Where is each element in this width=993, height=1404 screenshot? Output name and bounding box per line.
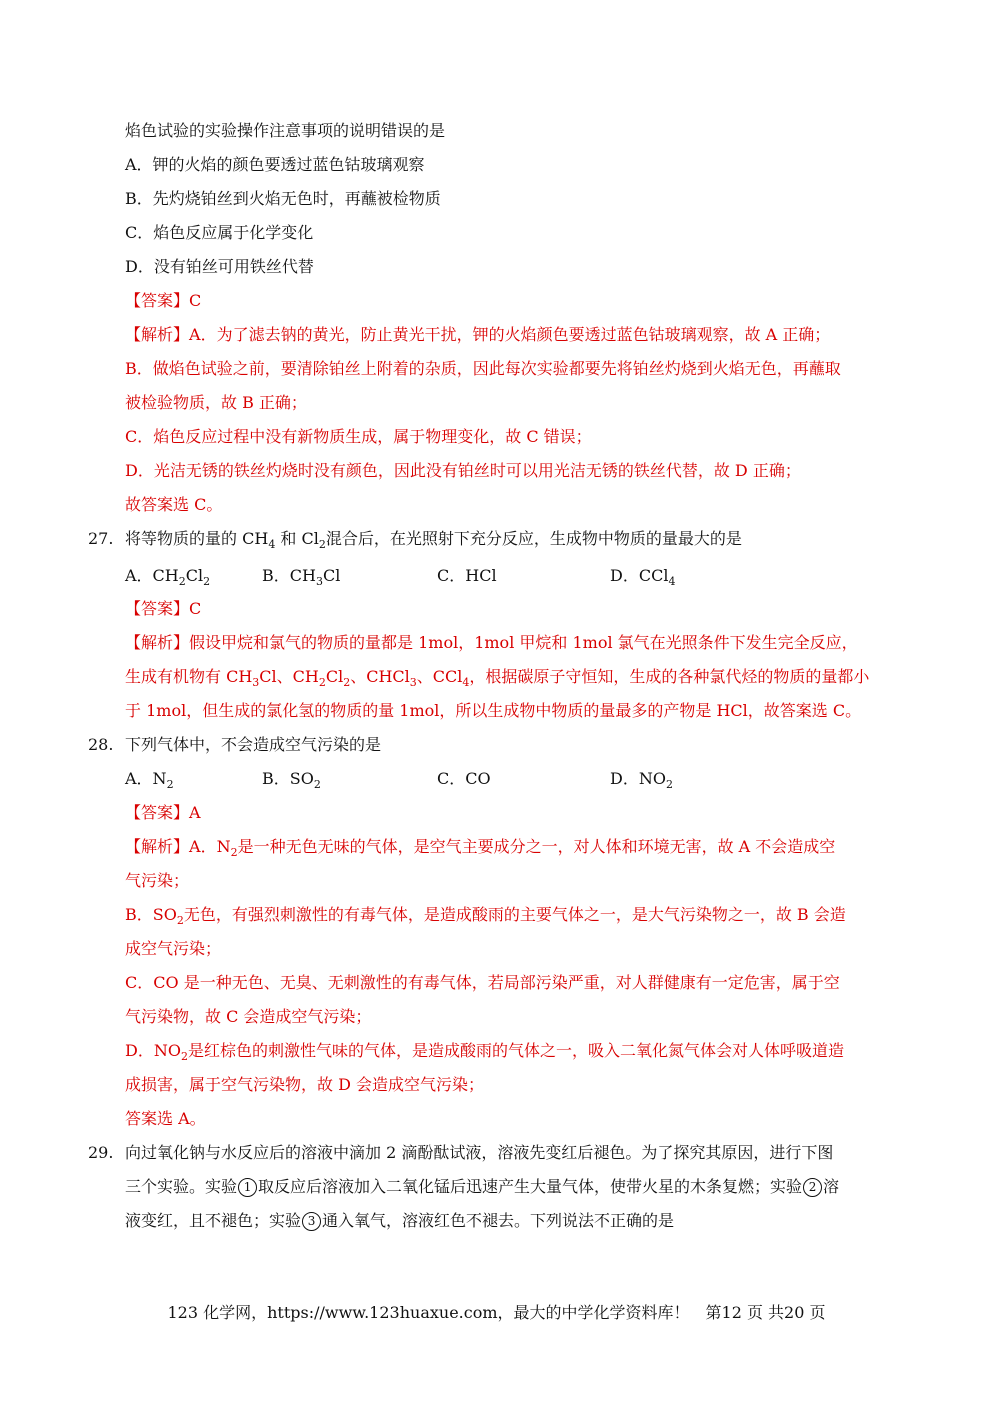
q28-analysis-line-3 (125, 904, 846, 926)
formula-cl2 (301, 529, 326, 551)
q27-stem (125, 528, 742, 550)
analysis-text: 是红棕色的刺激性气味的气体，是造成酸雨的气体之一，吸入二氧化氮气体会对人体呼吸道造 (187, 1041, 844, 1060)
q27-analysis-line-3: 于 1mol，但生成的氯化氢的物质的量 1mol，所以生成物中物质的量最多的产物是 HCl，故答案选 C。 (125, 701, 862, 720)
option-text: A．CH (125, 566, 179, 585)
analysis-label: 【解析】 (125, 325, 190, 344)
q27-number: 27. (88, 529, 114, 548)
q27-option-b (262, 565, 340, 587)
stem-text: 通入氧气，溶液红色不褪去。下列说法不正确的是 (322, 1211, 675, 1230)
subscript: 3 (315, 575, 323, 588)
option-text: A．N (125, 769, 167, 788)
q28-analysis-line-9: 答案选 A。 (125, 1109, 206, 1128)
stem-text: 液变红，且不褪色；实验 (125, 1211, 302, 1230)
subscript: 2 (665, 778, 673, 791)
q26-analysis-line-6: 故答案选 C。 (125, 495, 223, 514)
analysis-text: A．N (189, 837, 231, 856)
formula-ch4 (242, 529, 276, 551)
subscript: 4 (668, 575, 676, 588)
answer-value: C (189, 291, 202, 310)
subscript: 2 (318, 676, 326, 689)
q28-option-c: C．CO (437, 769, 491, 788)
q28-analysis-line-1 (125, 836, 835, 858)
analysis-label: 【解析】 (125, 633, 190, 652)
q26-analysis-line-5: D．光洁无锈的铁丝灼烧时没有颜色，因此没有铂丝时可以用光洁无锈的铁丝代替，故 D 正确； (125, 461, 801, 480)
analysis-label: 【解析】 (125, 837, 190, 856)
option-text: Cl (185, 566, 204, 585)
q26-option-d: D．没有铂丝可用铁丝代替 (125, 257, 314, 276)
analysis-text: ，根据碳原子守恒知，生成的各种氯代烃的物质的量都小 (469, 667, 870, 686)
q28-analysis-line-6: 气污染物，故 C 会造成空气污染； (125, 1007, 372, 1026)
q28-analysis-line-2: 气污染； (125, 871, 190, 890)
q26-option-c: C．焰色反应属于化学变化 (125, 223, 314, 242)
analysis-text: D．NO (125, 1041, 181, 1060)
subscript: 2 (318, 538, 326, 551)
analysis-text: 假设甲烷和氯气的物质的量都是 1mol，1mol 甲烷和 1mol 氯气在光照条件下发生完全反应， (189, 633, 858, 652)
analysis-text: 、CHCl (350, 667, 410, 686)
q26-analysis-line-4: C．焰色反应过程中没有新物质生成，属于物理变化，故 C 错误； (125, 427, 592, 446)
answer-label: 【答案】 (125, 803, 190, 822)
page-footer: 123 化学网，https://www.123huaxue.com，最大的中学化学资料库！ 第12 页 共20 页 (167, 1303, 826, 1322)
q26-answer (125, 290, 201, 312)
subscript: 2 (230, 846, 238, 859)
q28-stem: 下列气体中，不会造成空气污染的是 (125, 735, 382, 754)
stem-text: 和 (280, 529, 297, 548)
subscript: 3 (252, 676, 260, 689)
q26-analysis-line-3: 被检验物质，故 B 正确； (125, 393, 307, 412)
option-text: B．SO (262, 769, 314, 788)
q27-analysis-line-2 (125, 666, 869, 688)
analysis-text: 是一种无色无味的气体，是空气主要成分之一，对人体和环境无害，故 A 不会造成空 (237, 837, 836, 856)
subscript: 2 (166, 778, 174, 791)
q28-analysis-line-4: 成空气污染； (125, 939, 222, 958)
subscript: 3 (409, 676, 417, 689)
stem-text: 三个实验。实验 (125, 1177, 238, 1196)
q29-stem-line-2 (125, 1176, 839, 1198)
option-text: D．CCl (610, 566, 669, 585)
subscript: 2 (313, 778, 321, 791)
subscript: 2 (343, 676, 351, 689)
option-text: D．NO (610, 769, 666, 788)
stem-text: 混合后，在光照射下充分反应，生成物中物质的量最大的是 (325, 529, 742, 548)
q26-option-b: B．先灼烧铂丝到火焰无色时，再蘸被检物质 (125, 189, 441, 208)
analysis-text: Cl (325, 667, 344, 686)
formula-text: CH (242, 529, 269, 548)
stem-text: 取反应后溶液加入二氧化锰后迅速产生大量气体，使带火星的木条复燃；实验 (258, 1177, 803, 1196)
q29-stem-line-3 (125, 1210, 674, 1232)
q29-stem-line-1: 向过氧化钠与水反应后的溶液中滴加 2 滴酚酞试液，溶液先变红后褪色。为了探究其原因，进行下图 (125, 1143, 834, 1162)
q28-number: 28. (88, 735, 114, 754)
subscript: 2 (180, 1050, 188, 1063)
q27-option-d (610, 565, 675, 587)
analysis-text: 、CCl (416, 667, 463, 686)
q27-option-a (125, 565, 210, 587)
answer-label: 【答案】 (125, 291, 190, 310)
q27-answer (125, 598, 201, 620)
circled-number-3: 3 (302, 1212, 321, 1231)
q26-analysis-line-2: B．做焰色试验之前，要清除铂丝上附着的杂质，因此每次实验都要先将铂丝灼烧到火焰无色，再蘸取 (125, 359, 841, 378)
q28-option-b (262, 768, 321, 790)
q27-options (0, 565, 993, 587)
q28-answer (125, 802, 201, 824)
stem-text: 溶 (823, 1177, 840, 1196)
analysis-text: A．为了滤去钠的黄光，防止黄光干扰，钾的火焰颜色要透过蓝色钴玻璃观察，故 A 正确； (189, 325, 831, 344)
option-text: Cl (322, 566, 341, 585)
circled-number-2: 2 (803, 1178, 822, 1197)
stem-text: 将等物质的量的 (125, 529, 238, 548)
analysis-text: 无色，有强烈刺激性的有毒气体，是造成酸雨的主要气体之一，是大气污染物之一，故 B 会造 (183, 905, 846, 924)
q27-option-c: C．HCl (437, 566, 497, 585)
q28-analysis-line-5: C．CO 是一种无色、无臭、无刺激性的有毒气体，若局部污染严重，对人群健康有一定危害，属于空 (125, 973, 840, 992)
answer-label: 【答案】 (125, 599, 190, 618)
q28-options (0, 768, 993, 790)
q28-option-a (125, 768, 174, 790)
analysis-text: Cl、CH (259, 667, 319, 686)
circled-number-1: 1 (238, 1178, 257, 1197)
formula-text: Cl (301, 529, 319, 548)
option-text: B．CH (262, 566, 316, 585)
analysis-text: B．SO (125, 905, 177, 924)
q26-analysis-line-1 (125, 324, 830, 346)
q26-option-a: A．钾的火焰的颜色要透过蓝色钴玻璃观察 (125, 155, 425, 174)
q28-analysis-line-8: 成损害，属于空气污染物，故 D 会造成空气污染； (125, 1075, 485, 1094)
subscript: 4 (268, 538, 276, 551)
q28-option-d (610, 768, 673, 790)
analysis-text: 生成有机物有 CH (125, 667, 253, 686)
subscript: 2 (203, 575, 211, 588)
answer-value: A (189, 803, 201, 822)
answer-value: C (189, 599, 202, 618)
subscript: 4 (462, 676, 470, 689)
q27-analysis-line-1 (125, 632, 858, 654)
q26-stem: 焰色试验的实验操作注意事项的说明错误的是 (125, 121, 446, 140)
q29-number: 29. (88, 1143, 114, 1162)
subscript: 2 (176, 914, 184, 927)
q28-analysis-line-7 (125, 1040, 844, 1062)
subscript: 2 (178, 575, 186, 588)
